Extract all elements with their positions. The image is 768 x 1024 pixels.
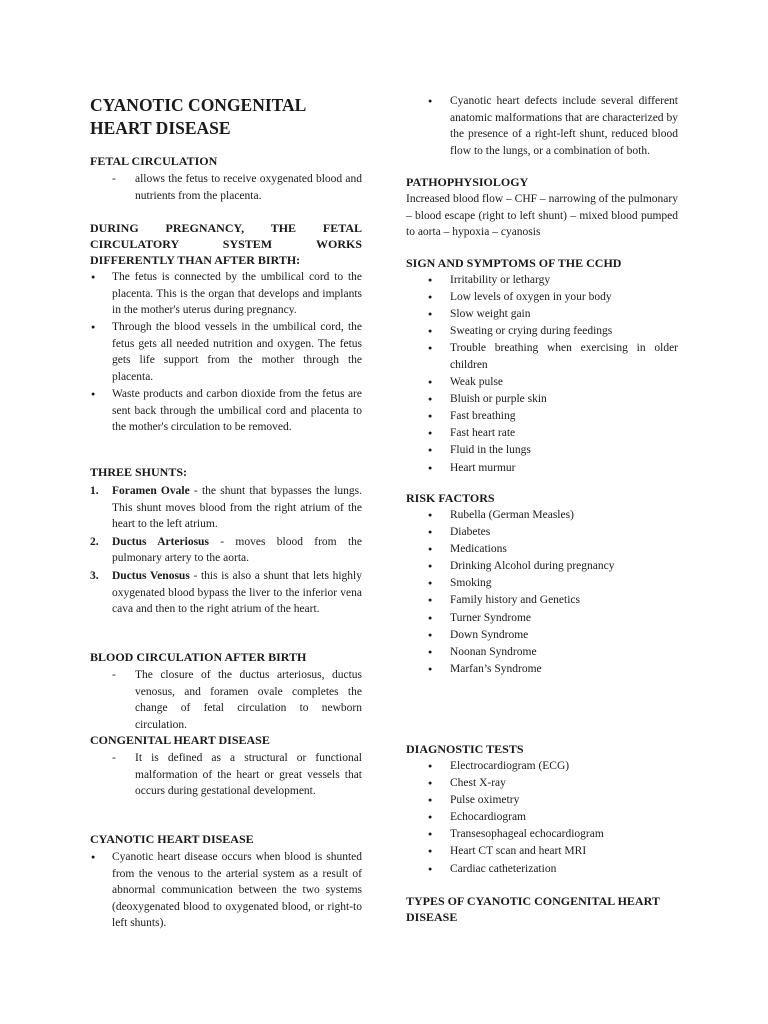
list-item: ● Transesophageal echocardiogram <box>406 826 678 843</box>
list-item: ● Cardiac catheterization <box>406 861 678 878</box>
list-item: - allows the fetus to receive oxygenated blood and nutrients from the placenta. <box>90 171 362 204</box>
item-term: Ductus Venosus <box>112 569 190 582</box>
list-item: ● Noonan Syndrome <box>406 644 678 661</box>
item-term: Foramen Ovale <box>112 485 190 497</box>
list-item: ● Heart murmur <box>406 460 678 477</box>
section-heading: RISK FACTORS <box>406 491 495 505</box>
section-heading: DURING PREGNANCY, THE FETAL CIRCULATORY SYSTEM WORKS DIFFERENTLY THAN AFTER BIRTH: <box>90 221 362 267</box>
list-item: ● Waste products and carbon dioxide from the fetus are sent back through the umbilical cord and placenta to the mother's circulation to be removed. <box>90 386 362 436</box>
dash-list <box>90 171 362 204</box>
list-item: ● The fetus is connected by the umbilical cord to the placenta. This is the organ that develops and implants in the mother's uterus during pregnancy. <box>90 269 362 319</box>
bullet-list <box>406 93 678 159</box>
section-intro <box>406 93 678 160</box>
section-heading: DIAGNOSTIC TESTS <box>406 742 524 756</box>
list-item: ● Family history and Genetics <box>406 592 678 609</box>
list-item: ● Cyanotic heart disease occurs when blood is shunted from the venous to the arterial system as a result of abnormal communication between the two systems (deoxygenated blood to oxygenated blood, or right-to left shunts). <box>90 849 362 932</box>
list-item: ● Electrocardiogram (ECG) <box>406 758 678 775</box>
section-heading: FETAL CIRCULATION <box>90 154 218 168</box>
item-number: 2. <box>90 535 99 548</box>
item-term: Ductus Arteriosus <box>112 535 209 548</box>
section-congenital-heart-disease <box>90 732 362 800</box>
section-diagnostic-tests <box>406 741 678 878</box>
item-number: 1. <box>90 485 99 497</box>
section-heading: THREE SHUNTS: <box>90 465 188 479</box>
section-heading: BLOOD CIRCULATION AFTER BIRTH <box>90 650 307 664</box>
list-item <box>90 568 362 618</box>
section-pathophysiology <box>406 174 678 241</box>
item-number: 3. <box>90 569 99 582</box>
section-heading: CYANOTIC HEART DISEASE <box>90 832 254 846</box>
item-desc: - moves blood from the pulmonary artery to the aorta. <box>112 535 362 565</box>
bullet-list <box>406 758 678 877</box>
list-item: ● Fast heart rate <box>406 425 678 442</box>
paragraph: Increased blood flow – CHF – narrowing of the pulmonary – blood escape (right to left shunt) – mixed blood pumped to aorta – hypoxia – cyanosis <box>406 193 678 239</box>
item-desc: - the shunt that bypasses the lungs. This shunt moves blood from the right atrium of the heart to the left atrium. <box>112 485 363 531</box>
dash-list <box>90 750 362 800</box>
list-item: ● Fast breathing <box>406 408 678 425</box>
list-item: ● Turner Syndrome <box>406 610 678 627</box>
list-item: ● Trouble breathing when exercising in older children <box>406 340 678 373</box>
section-three-shunts <box>90 464 362 619</box>
list-item: ● Medications <box>406 541 678 558</box>
bullet-list <box>90 269 362 436</box>
list-item: ● Drinking Alcohol during pregnancy <box>406 558 678 575</box>
list-item: ● Echocardiogram <box>406 809 678 826</box>
section-during-pregnancy <box>90 220 362 436</box>
list-item: ● Fluid in the lungs <box>406 442 678 459</box>
list-item: ● Marfan’s Syndrome <box>406 661 678 678</box>
section-heading: PATHOPHYSIOLOGY <box>406 175 529 189</box>
list-item: ● Diabetes <box>406 524 678 541</box>
list-item: ● Weak pulse <box>406 374 678 391</box>
section-risk-factors <box>406 490 678 678</box>
item-desc: - this is also a shunt that lets highly oxygenated blood bypass the liver to the inferior vena cava and then to the right atrium of the heart. <box>112 569 362 616</box>
list-item: - It is defined as a structural or functional malformation of the heart or great vessels that occurs during gestational development. <box>90 750 362 800</box>
section-signs-symptoms <box>406 255 678 477</box>
dash-list <box>90 667 362 733</box>
bullet-list <box>406 507 678 677</box>
list-item: ● Pulse oximetry <box>406 792 678 809</box>
list-item: ● Rubella (German Measles) <box>406 507 678 524</box>
list-item: ● Cyanotic heart defects include several different anatomic malformations that are characterized by the presence of a right-left shunt, reduced blood flow to the lungs, or a combination of both. <box>406 93 678 159</box>
list-item: ● Through the blood vessels in the umbilical cord, the fetus gets all needed nutrition and oxygen. The fetus gets life support from the mother through the placenta. <box>90 319 362 385</box>
numbered-list <box>90 483 362 618</box>
list-item: ● Slow weight gain <box>406 306 678 323</box>
bullet-list <box>406 272 678 476</box>
bullet-list <box>90 849 362 932</box>
list-item <box>90 534 362 567</box>
section-heading: CONGENITAL HEART DISEASE <box>90 733 270 747</box>
list-item: - The closure of the ductus arteriosus, ductus venosus, and foramen ovale completes the change of fetal circulation to newborn circulation. <box>90 667 362 733</box>
list-item: ● Heart CT scan and heart MRI <box>406 843 678 860</box>
document-title: CYANOTIC CONGENITAL HEART DISEASE <box>90 95 306 138</box>
section-after-birth <box>90 649 362 733</box>
section-types <box>406 893 678 925</box>
section-heading: SIGN AND SYMPTOMS OF THE CCHD <box>406 256 622 270</box>
list-item <box>90 483 362 533</box>
list-item: ● Chest X-ray <box>406 775 678 792</box>
section-cyanotic-heart-disease <box>90 831 362 932</box>
section-heading: TYPES OF CYANOTIC CONGENITAL HEART DISEASE <box>406 894 660 924</box>
section-fetal-circulation <box>90 153 362 204</box>
list-item: ● Low levels of oxygen in your body <box>406 289 678 306</box>
list-item: ● Bluish or purple skin <box>406 391 678 408</box>
list-item: ● Down Syndrome <box>406 627 678 644</box>
list-item: ● Smoking <box>406 575 678 592</box>
list-item: ● Irritability or lethargy <box>406 272 678 289</box>
list-item: ● Sweating or crying during feedings <box>406 323 678 340</box>
